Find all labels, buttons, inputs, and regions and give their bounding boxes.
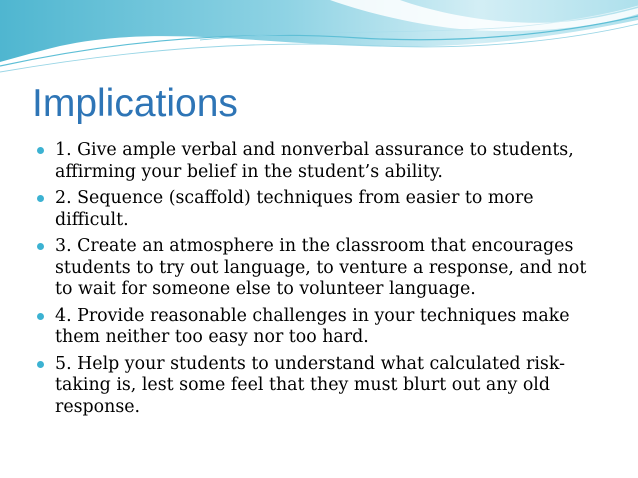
bullet-list bbox=[36, 140, 600, 423]
bullet-text: 1. Give ample verbal and nonverbal assurance to students, affirming your belief in the student’s ability. bbox=[55, 140, 574, 182]
bullet-item-1 bbox=[36, 140, 600, 183]
bullet-text: 5. Help your students to understand what calculated risk-taking is, lest some feel that they must blurt out any old response. bbox=[55, 353, 565, 417]
bullet-item-4 bbox=[36, 306, 600, 349]
bullet-dot-icon bbox=[37, 147, 44, 154]
bullet-item-2 bbox=[36, 188, 600, 231]
bullet-dot-icon bbox=[37, 313, 44, 320]
bullet-dot-icon bbox=[37, 195, 44, 202]
slide-title: Implications bbox=[32, 82, 238, 125]
bullet-item-3 bbox=[36, 236, 600, 301]
bullet-text: 2. Sequence (scaffold) techniques from easier to more difficult. bbox=[55, 188, 534, 230]
bullet-dot-icon bbox=[37, 361, 44, 368]
bullet-dot-icon bbox=[37, 243, 44, 250]
bullet-text: 3. Create an atmosphere in the classroom that encourages students to try out language, to venture a response, and not to wait for someone else to volunteer language. bbox=[55, 236, 587, 299]
bullet-item-5 bbox=[36, 354, 600, 419]
header-wave-decoration bbox=[0, 0, 638, 80]
wave-band-main bbox=[0, 0, 638, 62]
bullet-text: 4. Provide reasonable challenges in your techniques make them neither too easy nor too hard. bbox=[55, 305, 570, 347]
